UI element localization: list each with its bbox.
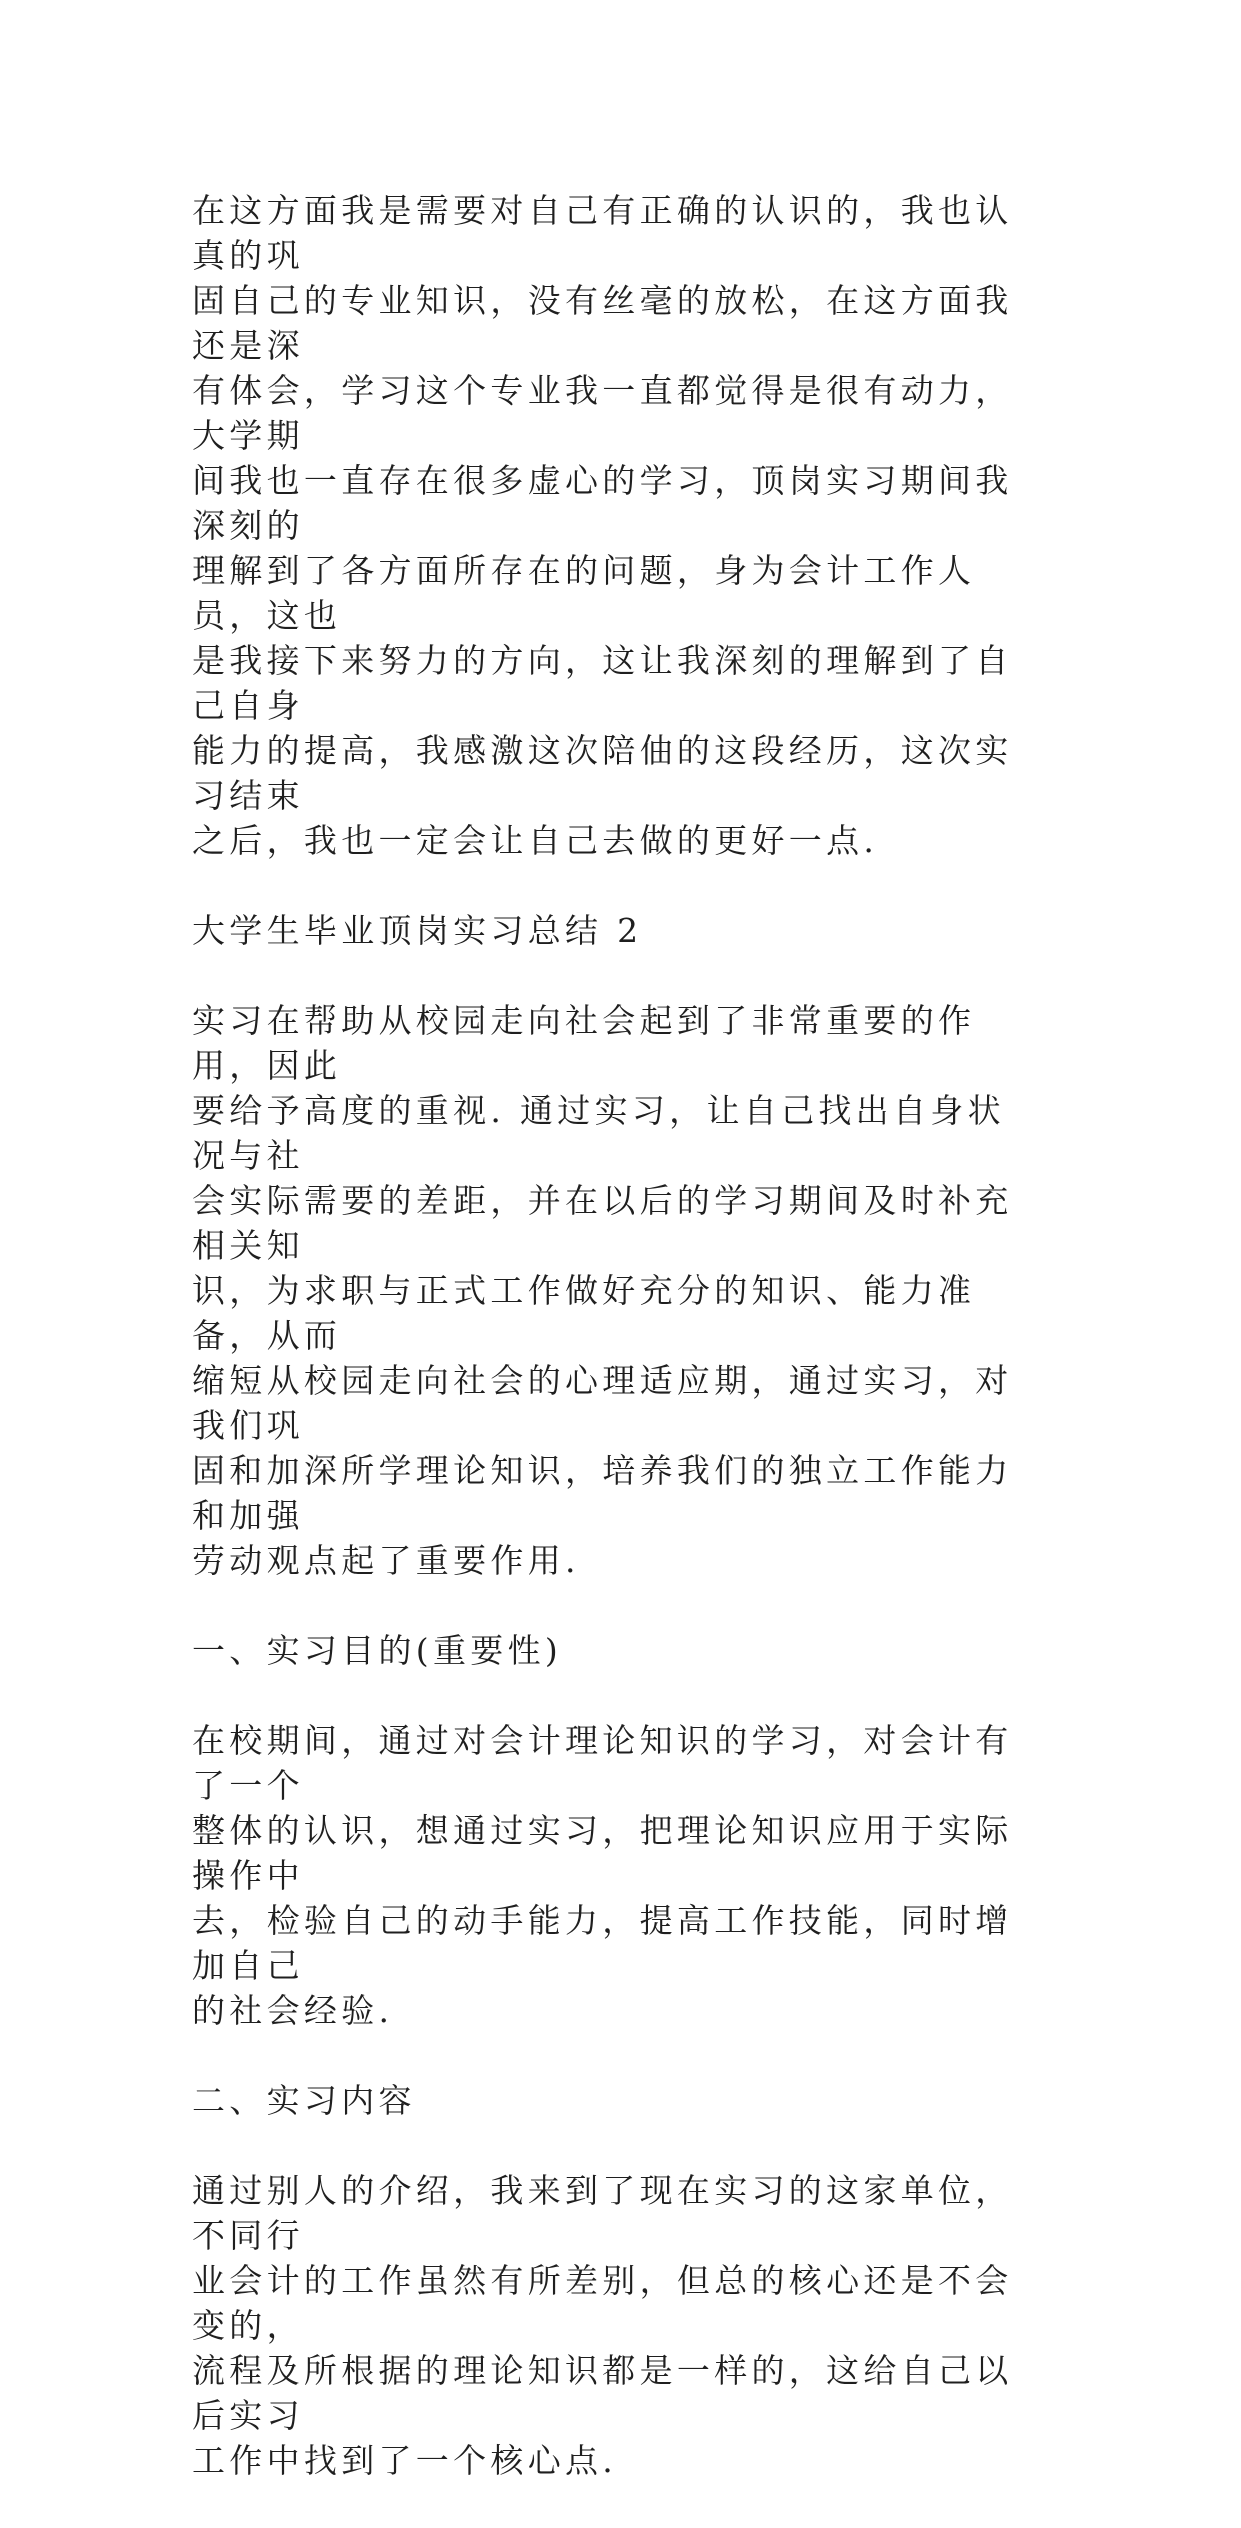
- paragraph-internship-importance: 实习在帮助从校园走向社会起到了非常重要的作用，因此 要给予高度的重视. 通过实习，让自己找出自身状况与社 会实际需要的差距，并在以后的学习期间及时补充相关知 识，为求职与正式工作做好充分的知识、能力准备，从而 缩短从校园走向社会的心理适应期，通过实习，对我们巩 固和加深所学理论知识，培养我们的独立工作能力和加强 劳动观点起了重要作用.: [192, 1001, 1013, 1580]
- document-body: [192, 188, 1042, 2528]
- paragraph-internship-content: 通过别人的介绍，我来到了现在实习的这家单位，不同行 业会计的工作虽然有所差别，但总的核心还是不会变的， 流程及所根据的理论知识都是一样的，这给自己以后实习 工作中找到了一个核心点.: [192, 2171, 1013, 2480]
- heading-internship-content: 二、实习内容: [192, 2081, 416, 2120]
- paragraph-reflection: 在这方面我是需要对自己有正确的认识的，我也认真的巩 固自己的专业知识，没有丝毫的放松，在这方面我还是深 有体会，学习这个专业我一直都觉得是很有动力，大学期 间我也一直存在很多虚心的学习，顶岗实习期间我深刻的 理解到了各方面所存在的问题，身为会计工作人员，这也 是我接下来努力的方向，这让我深刻的理解到了自己自身 能力的提高，我感激这次陪伷的这段经历，这次实习结束 之后，我也一定会让自己去做的更好一点.: [192, 191, 1013, 860]
- heading-internship-purpose: 一、实习目的(重要性): [192, 1631, 563, 1670]
- paragraph-internship-purpose: 在校期间，通过对会计理论知识的学习，对会计有了一个 整体的认识，想通过实习，把理论知识应用于实际操作中 去，检验自己的动手能力，提高工作技能，同时增加自己 的社会经验.: [192, 1721, 1013, 2030]
- section-title-summary-2: 大学生毕业顶岗实习总结 2: [192, 911, 643, 950]
